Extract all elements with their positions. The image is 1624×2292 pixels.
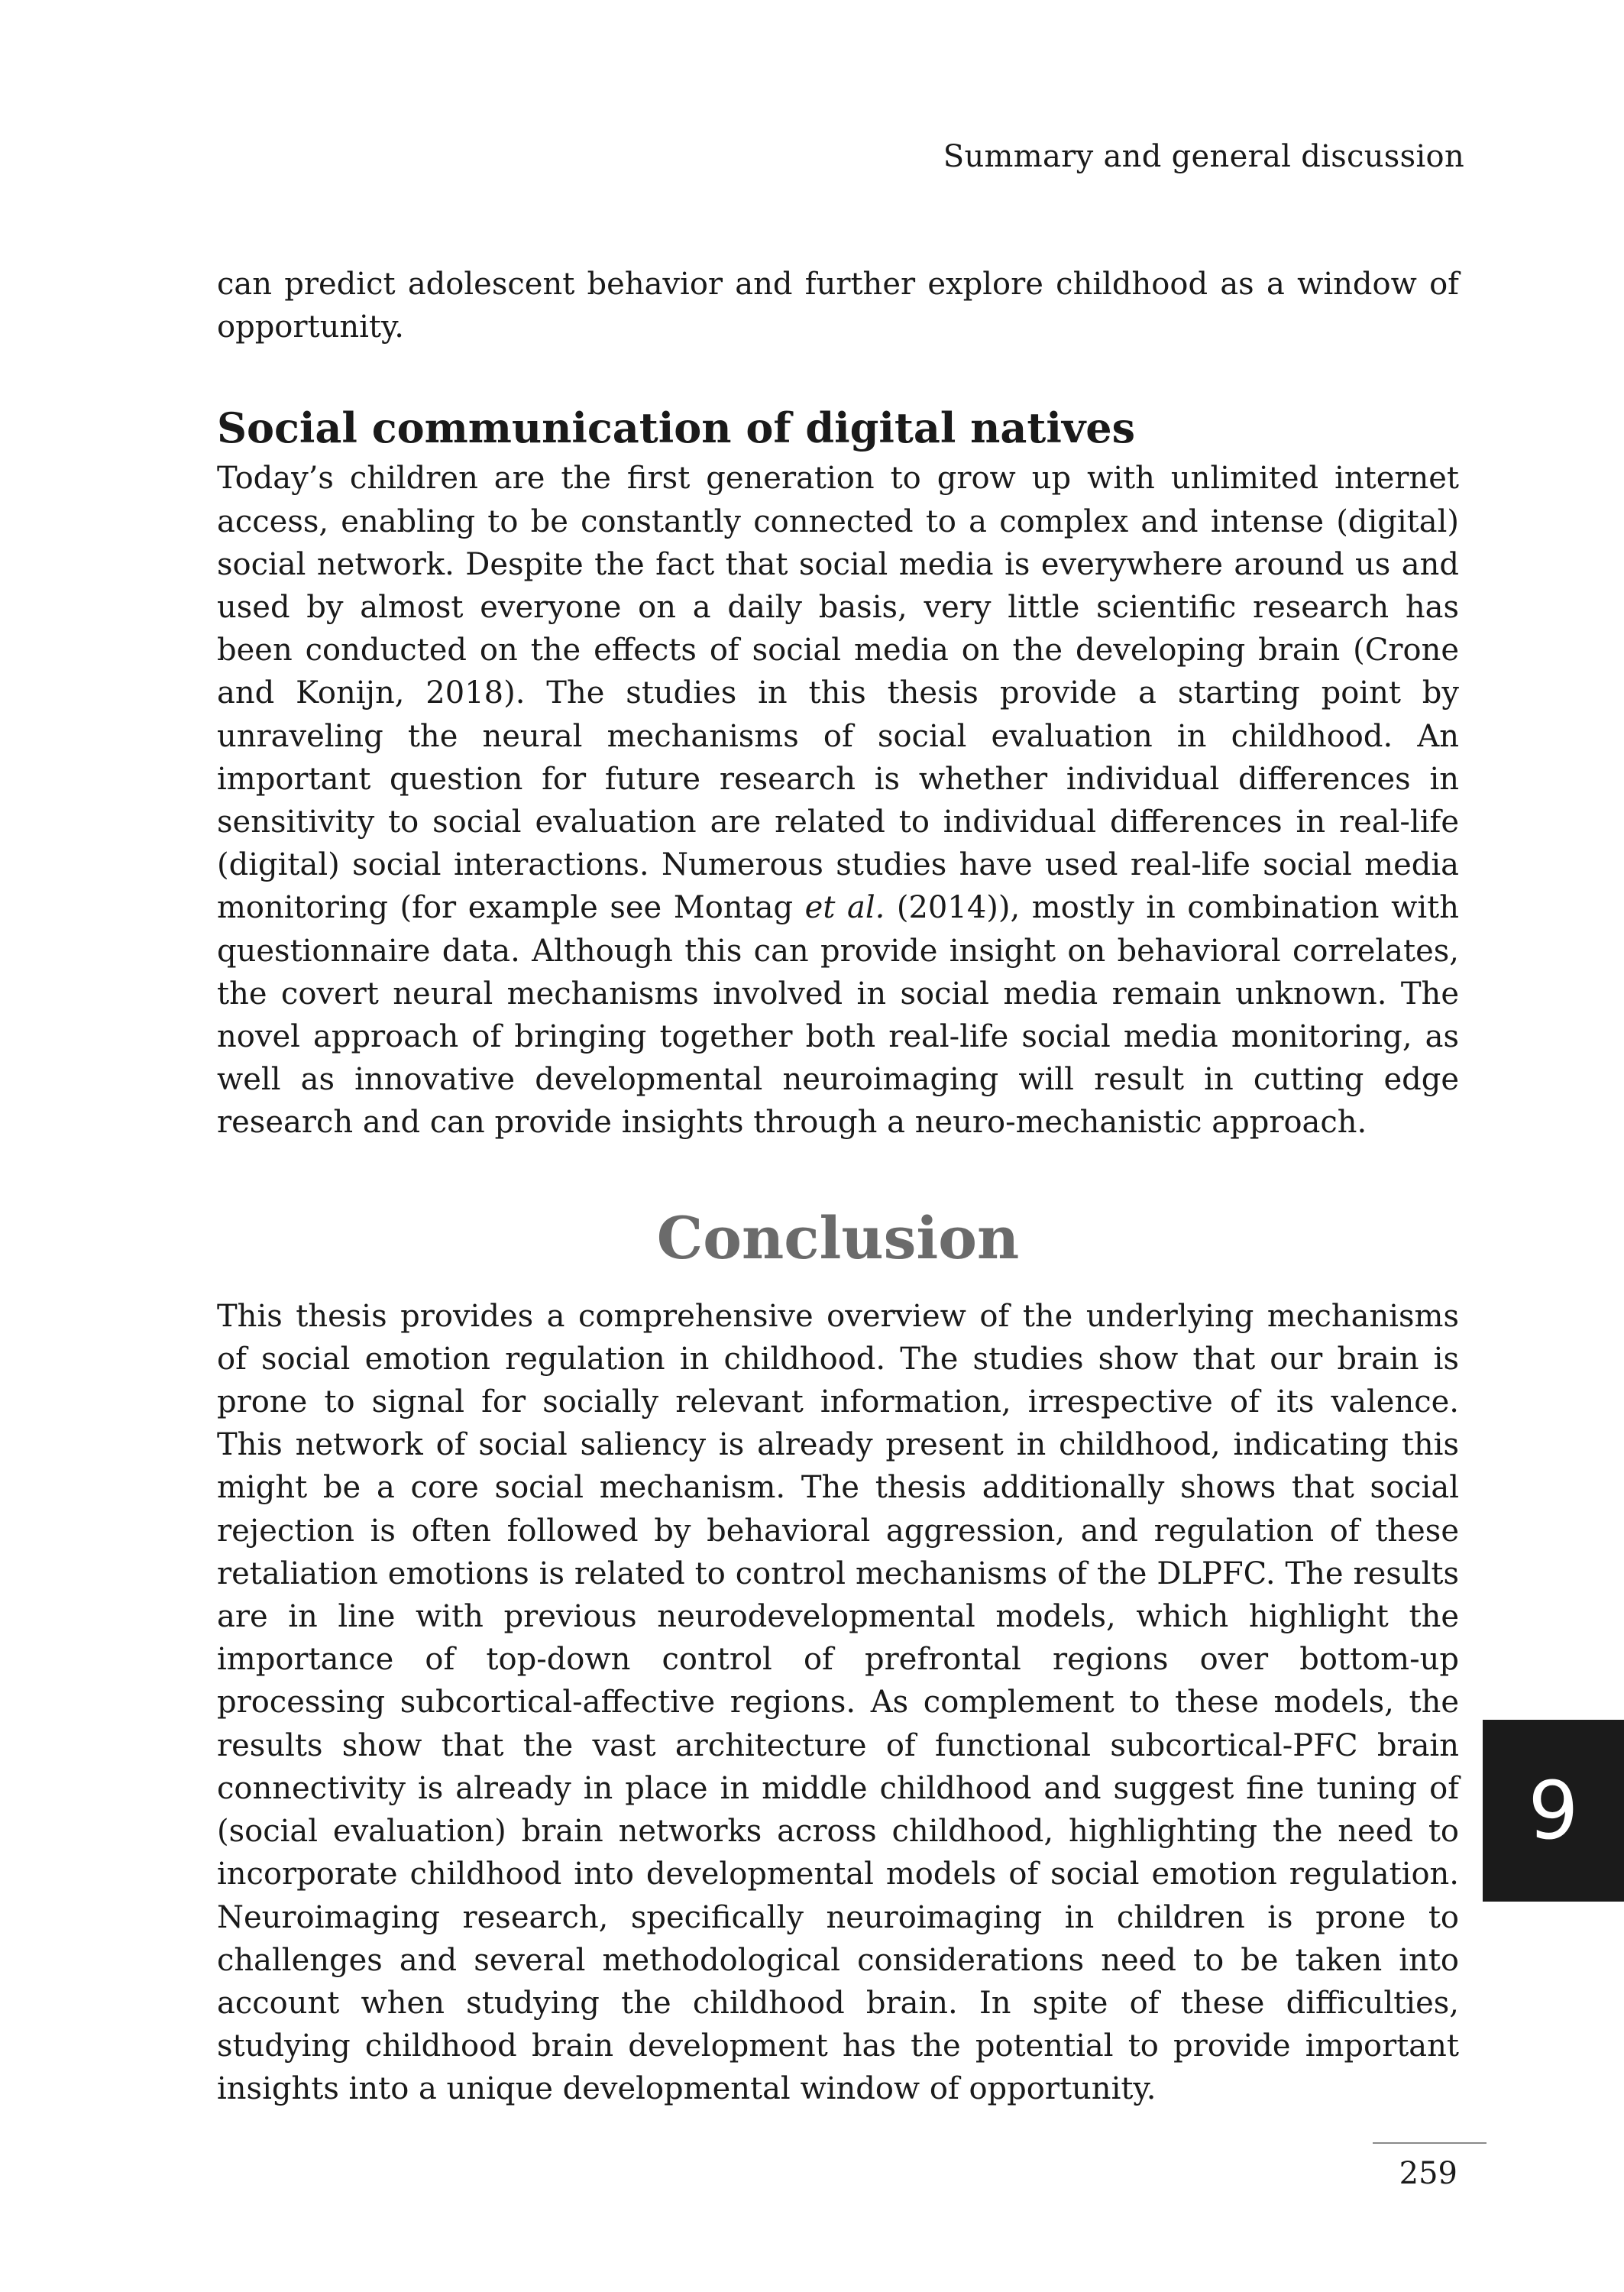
section-text-italic: et al.: [804, 890, 885, 926]
section-heading: Social communication of digital natives: [217, 403, 1136, 453]
section-text-part-1: Today’s children are the first generation to grow up with unlimited internet access, enabling to be constantly connected to a complex and intense (digital) social network. Despite the fact that social media is everywhere around us and used by almost everyone on a daily basis, very little scientific research has been conducted on the effects of social media on the developing brain (Crone and Konijn, 2018). The studies in this thesis provide a starting point by unraveling the neural mechanisms of social evaluation in childhood. An important question for future research is whether individual differences in sensitivity to social evaluation are related to individual differences in real-life (digital) social interactions. Numerous studies have used real-life social media monitoring (for example see Montag: [217, 461, 1459, 926]
conclusion-heading: Conclusion: [656, 1203, 1020, 1272]
chapter-number: 9: [1528, 1764, 1579, 1857]
chapter-tab: [1483, 1720, 1624, 1902]
section-text-part-2: (2014)), mostly in combination with questionnaire data. Although this can provide insight on behavioral correlates, the covert neural mechanisms involved in social media remain unknown. The novel approach of bringing together both real-life social media monitoring, as well as innovative developmental neuroimaging will result in cutting edge research and can provide insights through a neuro-mechanistic approach.: [217, 890, 1459, 1141]
page-number: 259: [1399, 2156, 1457, 2191]
intro-paragraph: can predict adolescent behavior and further explore childhood as a window of opportunity.: [217, 267, 1459, 345]
section-paragraph: [217, 457, 1459, 1144]
page-content: [217, 263, 1459, 2111]
footer-rule: [1373, 2142, 1487, 2144]
running-header: Summary and general discussion: [943, 139, 1464, 174]
conclusion-paragraph: This thesis provides a comprehensive overview of the underlying mechanisms of social emotion regulation in childhood. The studies show that our brain is prone to signal for socially relevant information, irrespective of its valence. This network of social saliency is already present in childhood, indicating this might be a core social mechanism. The thesis additionally shows that social rejection is often followed by behavioral aggression, and regulation of these retaliation emotions is related to control mechanisms of the DLPFC. The results are in line with previous neurodevelopmental models, which highlight the importance of top-down control of prefrontal regions over bottom-up processing subcortical-affective regions. As complement to these models, the results show that the vast architecture of functional subcortical-PFC brain connectivity is already in place in middle childhood and suggest fine tuning of (social evaluation) brain networks across childhood, highlighting the need to incorporate childhood into developmental models of social emotion regulation. Neuroimaging research, specifically neuroimaging in children is prone to challenges and several methodological considerations need to be taken into account when studying the childhood brain. In spite of these difficulties, studying childhood brain development has the potential to provide important insights into a unique developmental window of opportunity.: [217, 1298, 1459, 2107]
